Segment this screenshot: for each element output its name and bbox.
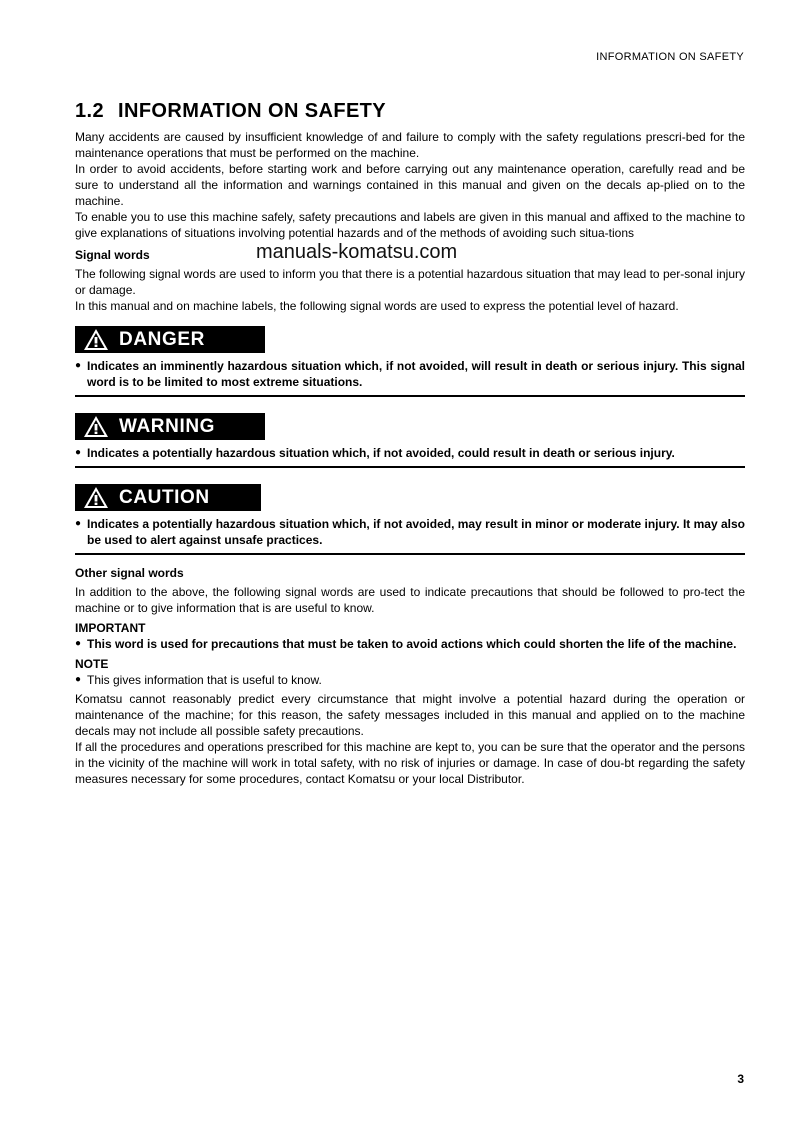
note-heading: NOTE <box>75 657 109 671</box>
danger-label: DANGER <box>119 328 205 350</box>
important-heading: IMPORTANT <box>75 621 146 635</box>
note-text: This gives information that is useful to know. <box>87 673 322 687</box>
bullet-icon: ● <box>75 638 82 649</box>
watermark-text: manuals-komatsu.com <box>256 241 458 263</box>
other-signal-words-heading: Other signal words <box>75 566 184 580</box>
signal-words-paragraph-2: In this manual and on machine labels, the following signal words are used to express the potential level of hazard. <box>75 299 679 313</box>
section-number: 1.2 <box>75 100 105 122</box>
other-signal-words-paragraph: In addition to the above, the following signal words are used to indicate precautions that should be followed to pro-tect the machine or to give information that is are useful to know. <box>75 585 745 615</box>
important-text: This word is used for precautions that must be taken to avoid actions which could shorten the life of the machine. <box>87 637 737 651</box>
section-title <box>75 100 745 123</box>
page-content <box>75 100 745 787</box>
danger-block <box>75 326 745 397</box>
signal-words-heading: Signal words <box>75 248 150 262</box>
warning-block <box>75 413 745 468</box>
bullet-icon: ● <box>75 360 82 371</box>
section-title-text: INFORMATION ON SAFETY <box>118 100 387 122</box>
divider <box>75 395 745 397</box>
closing-paragraph-2: If all the procedures and operations prescribed for this machine are kept to, you can be sure that the operator and the persons in the vicinity of the machine will work in total safety, with no risk of injuries or damage. In case of dou-bt regarding the safety measures necessary for some procedures, contact Komatsu or your local Distributor. <box>75 740 745 786</box>
running-header: INFORMATION ON SAFETY <box>596 51 744 63</box>
warning-triangle-icon <box>83 415 109 438</box>
warning-label: WARNING <box>119 415 216 437</box>
danger-description <box>75 358 745 390</box>
divider <box>75 466 745 468</box>
warning-triangle-icon <box>83 328 109 351</box>
divider <box>75 553 745 555</box>
signal-words-paragraph-1: The following signal words are used to inform you that there is a potential hazardous situation that may lead to per-sonal injury or damage. <box>75 267 745 297</box>
caution-banner <box>75 484 261 511</box>
warning-banner <box>75 413 265 440</box>
warning-description <box>75 445 745 461</box>
warning-triangle-icon <box>83 486 109 509</box>
caution-description <box>75 516 745 548</box>
caution-block <box>75 484 745 555</box>
bullet-icon: ● <box>75 518 82 529</box>
intro-paragraph-1: Many accidents are caused by insufficient knowledge of and failure to comply with the safety regulations prescri-bed for the maintenance operations that must be performed on the machine. <box>75 130 745 160</box>
caution-text: Indicates a potentially hazardous situation which, if not avoided, may result in minor or moderate injury. It may also be used to alert against unsafe practices. <box>87 517 745 547</box>
danger-banner <box>75 326 265 353</box>
danger-text: Indicates an imminently hazardous situation which, if not avoided, will result in death or serious injury. This signal word is to be limited to most extreme situations. <box>87 359 745 389</box>
page-number: 3 <box>737 1072 744 1086</box>
intro-paragraph-2: In order to avoid accidents, before starting work and before carrying out any maintenance operation, carefully read and be sure to understand all the information and warnings contained in this manual and given on the decals ap-plied on to the machine. <box>75 162 745 208</box>
caution-label: CAUTION <box>119 486 210 508</box>
note-description <box>75 672 745 688</box>
important-description <box>75 636 745 652</box>
warning-text: Indicates a potentially hazardous situation which, if not avoided, could result in death or serious injury. <box>87 446 675 460</box>
closing-paragraph-1: Komatsu cannot reasonably predict every circumstance that might involve a potential hazard during the operation or maintenance of the machine; for this reason, the safety messages included in this manual and applied on to the machine decals may not include all possible safety precautions. <box>75 692 745 738</box>
intro-paragraph-3: To enable you to use this machine safely, safety precautions and labels are given in this manual and affixed to the machine to give explanations of situations involving potential hazards and of the methods of avoiding such situa-tions <box>75 210 745 240</box>
bullet-icon: ● <box>75 674 82 685</box>
bullet-icon: ● <box>75 447 82 458</box>
